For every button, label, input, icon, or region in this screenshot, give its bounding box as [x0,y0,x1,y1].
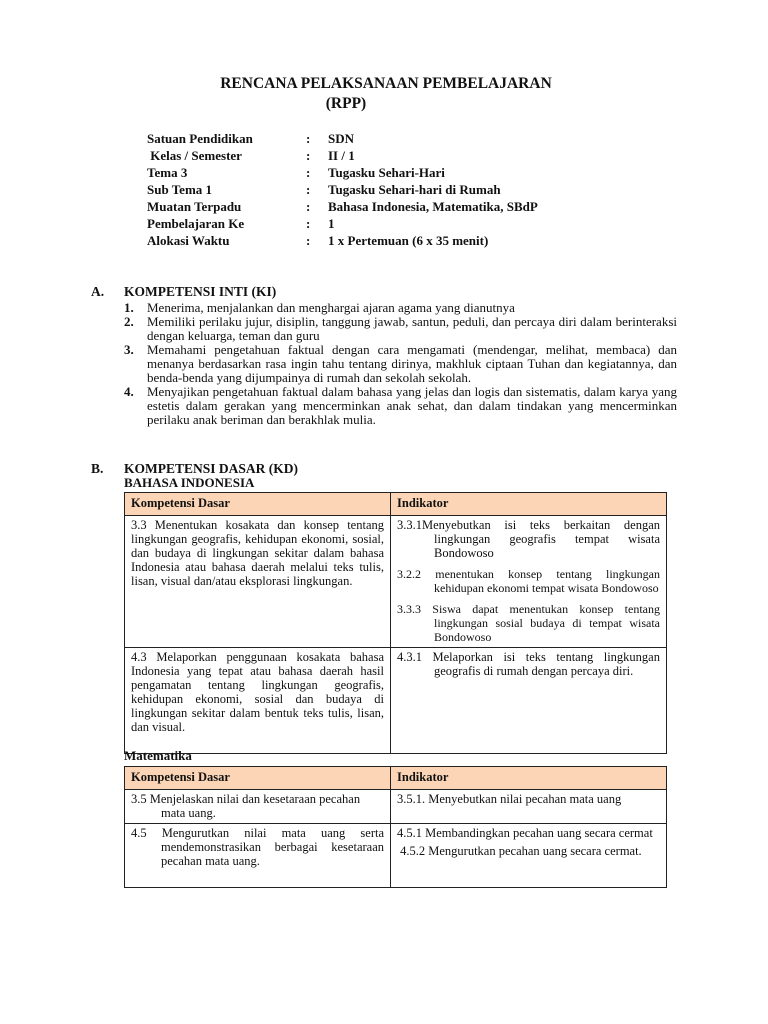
identity-colon: : [306,182,311,197]
kd-table-matematika [124,766,667,888]
indikator-item: 3.3.1Menyebutkan isi teks berkaitan dengan lingkungan geografis tempat wisata Bondowoso [397,518,660,560]
identity-value: 1 x Pertemuan (6 x 35 menit) [328,233,489,248]
list-item [124,315,677,343]
document-title: RENCANA PELAKSANAAN PEMBELAJARAN [220,75,552,92]
column-header-kd: Kompetensi Dasar [125,493,391,516]
list-item-number: 3. [124,342,134,357]
section-letter: A. [91,284,105,299]
identity-label: Satuan Pendidikan [147,131,253,146]
list-item-number: 4. [124,384,134,399]
identity-colon: : [306,233,311,248]
table-row [125,516,667,648]
subject-heading-matematika: Matematika [124,748,192,763]
kd-cell: 3.3 Menentukan kosakata dan konsep tentang lingkungan geografis, kehidupan ekonomi, sosial, dan budaya di lingkungan sekitar dalam bahasa Indonesia atau bahasa daerah melalui teks tulis, lisan, visual dan/atau eksplorasi lingkungan. [125,516,391,648]
kd-cell [125,790,391,824]
identity-colon: : [306,216,311,231]
identity-value: 1 [328,216,335,231]
list-item-text: Menyajikan pengetahuan faktual dalam bahasa yang jelas dan logis dan sistematis, dalam karya yang estetis dalam gerakan yang mencerminkan anak sehat, dan dalam tindakan yang mencerminkan perilaku anak beriman dan berakhlak mulia. [147,384,677,427]
table-row [125,648,667,754]
identity-value: Tugasku Sehari-Hari [328,165,445,180]
identity-label: Muatan Terpadu [147,199,242,214]
indikator-item: 4.5.1 Membandingkan pecahan uang secara cermat [397,826,653,840]
identity-value: SDN [328,131,355,146]
list-item-number: 2. [124,314,134,329]
identity-colon: : [306,131,311,146]
list-item-text: Memiliki perilaku jujur, disiplin, tanggung jawab, santun, peduli, dan percaya diri dalam berinteraksi dengan keluarga, teman dan guru [147,314,677,343]
table-row [125,824,667,888]
list-item-text: Menerima, menjalankan dan menghargai ajaran agama yang dianutnya [147,300,515,315]
section-title: KOMPETENSI DASAR (KD) [124,461,299,476]
ki-list [124,301,677,427]
kd-cell: 4.3 Melaporkan penggunaan kosakata bahasa Indonesia yang tepat atau bahasa daerah hasil pengamatan tentang lingkungan geografis, kehidupan ekonomi, sosial dan budaya di lingkungan sekitar dalam bentuk teks tulis, lisan, dan visual. [125,648,391,754]
indikator-cell [391,790,667,824]
identity-label: Alokasi Waktu [147,233,230,248]
indikator-cell [391,516,667,648]
identity-value: II / 1 [328,148,355,163]
list-item-text: Memahami pengetahuan faktual dengan cara mengamati (mendengar, melihat, membaca) dan menanya berdasarkan rasa ingin tahu tentang dirinya, makhluk ciptaan Tuhan dan kegiatannya, dan benda-benda yang dijumpainya di rumah dan sekolah sekolah. [147,342,677,385]
identity-colon: : [306,165,311,180]
table-header-row [125,493,667,516]
kd-cell [125,824,391,888]
indikator-item: 4.3.1 Melaporkan isi teks tentang lingkungan geografis di rumah dengan percaya diri. [397,650,660,678]
identity-value: Bahasa Indonesia, Matematika, SBdP [328,199,538,214]
kd-table-bahasa [124,492,667,754]
kd-text: 4.5 Mengurutkan nilai mata uang serta mendemonstrasikan berbagai kesetaraan pecahan mata uang. [131,826,384,868]
identity-colon: : [306,148,311,163]
document-subtitle: (RPP) [325,95,367,112]
list-item [124,301,677,315]
column-header-indikator: Indikator [391,767,667,790]
section-letter: B. [91,461,104,476]
identity-label: Tema 3 [147,165,188,180]
identity-label: Kelas / Semester [147,148,242,163]
table-row [125,790,667,824]
list-item-number: 1. [124,300,134,315]
indikator-item: 4.5.2 Mengurutkan pecahan uang secara cermat. [397,844,642,858]
identity-label: Sub Tema 1 [147,182,213,197]
list-item [124,343,677,385]
identity-value: Tugasku Sehari-hari di Rumah [328,182,501,197]
identity-label: Pembelajaran Ke [147,216,245,231]
table-header-row [125,767,667,790]
indikator-item: 3.2.2 menentukan konsep tentang lingkungan kehidupan ekonomi tempat wisata Bondowoso [397,567,660,595]
indikator-cell [391,648,667,754]
section-title: KOMPETENSI INTI (KI) [124,284,277,299]
kd-text: 3.5 Menjelaskan nilai dan kesetaraan pecahan mata uang. [131,792,361,820]
subject-heading-bahasa: BAHASA INDONESIA [124,475,255,490]
column-header-indikator: Indikator [391,493,667,516]
list-item [124,385,677,427]
column-header-kd: Kompetensi Dasar [125,767,391,790]
indikator-cell [391,824,667,888]
indikator-item: 3.5.1. Menyebutkan nilai pecahan mata uang [397,792,622,806]
indikator-item: 3.3.3 Siswa dapat menentukan konsep tentang lingkungan sosial budaya di tempat wisata Bondowoso [397,602,660,644]
identity-colon: : [306,199,311,214]
